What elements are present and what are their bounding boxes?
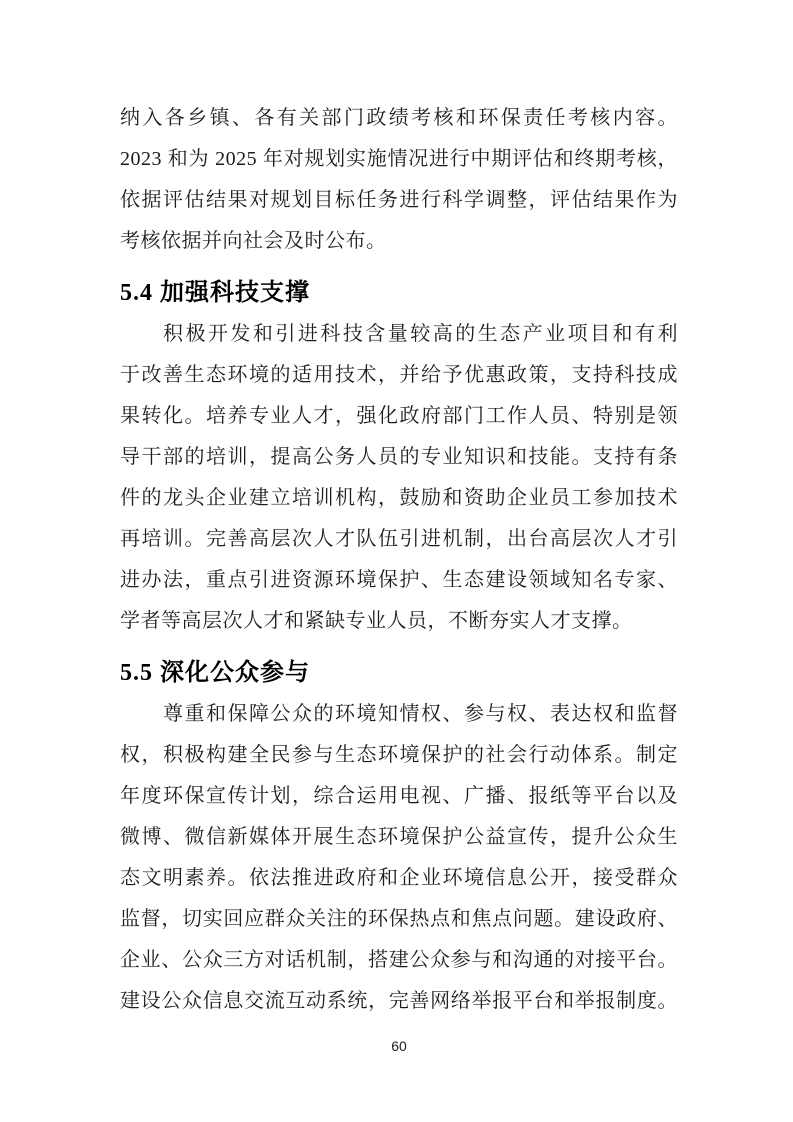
text-line: 考核依据并向社会及时公布。 [120,230,387,252]
paragraph-section-5-4 [120,314,678,642]
text-line: 年度环保宣传计划，综合运用电视、广播、报纸等平台以及 [120,785,678,807]
text-line: 学者等高层次人才和紧缺专业人员，不断夯实人才支撑。 [120,610,633,632]
text-line: 件的龙头企业建立培训机构，鼓励和资助企业员工参加技术 [120,487,678,509]
text-line: 尊重和保障公众的环境知情权、参与权、表达权和监督 [163,703,678,725]
text-line: 积极开发和引进科技含量较高的生态产业项目和有利 [163,323,678,345]
text-line: 企业、公众三方对话机制，搭建公众参与和沟通的对接平台。 [120,949,678,971]
text-line: 再培训。完善高层次人才队伍引进机制，出台高层次人才引 [120,528,678,550]
paragraph-continuation [120,98,678,262]
page-footer [120,1038,678,1056]
text-line: 进办法，重点引进资源环境保护、生态建设领域知名专家、 [120,569,678,591]
text-line: 纳入各乡镇、各有关部门政绩考核和环保责任考核内容。 [120,107,678,129]
paragraph-section-5-5 [120,694,678,1022]
text-line: 监督，切实回应群众关注的环保热点和焦点问题。建设政府、 [120,908,678,930]
text-line: 2023 和为 2025 年对规划实施情况进行中期评估和终期考核， [120,148,678,170]
text-line: 于改善生态环境的适用技术，并给予优惠政策，支持科技成 [120,364,678,386]
text-line: 微博、微信新媒体开展生态环境保护公益宣传，提升公众生 [120,826,678,848]
page-number: 60 [391,1038,407,1054]
text-line: 导干部的培训，提高公务人员的专业知识和技能。支持有条 [120,446,678,468]
text-line: 权，积极构建全民参与生态环境保护的社会行动体系。制定 [120,744,678,766]
text-line: 态文明素养。依法推进政府和企业环境信息公开，接受群众 [120,867,678,889]
text-line: 建设公众信息交流互动系统，完善网络举报平台和举报制度。 [120,990,678,1012]
section-heading-5-5: 5.5 深化公众参与 [120,660,310,686]
section-heading-5-4: 5.4 加强科技支撑 [120,280,310,306]
text-line: 依据评估结果对规划目标任务进行科学调整，评估结果作为 [120,189,678,211]
text-line: 果转化。培养专业人才，强化政府部门工作人员、特别是领 [120,405,678,427]
